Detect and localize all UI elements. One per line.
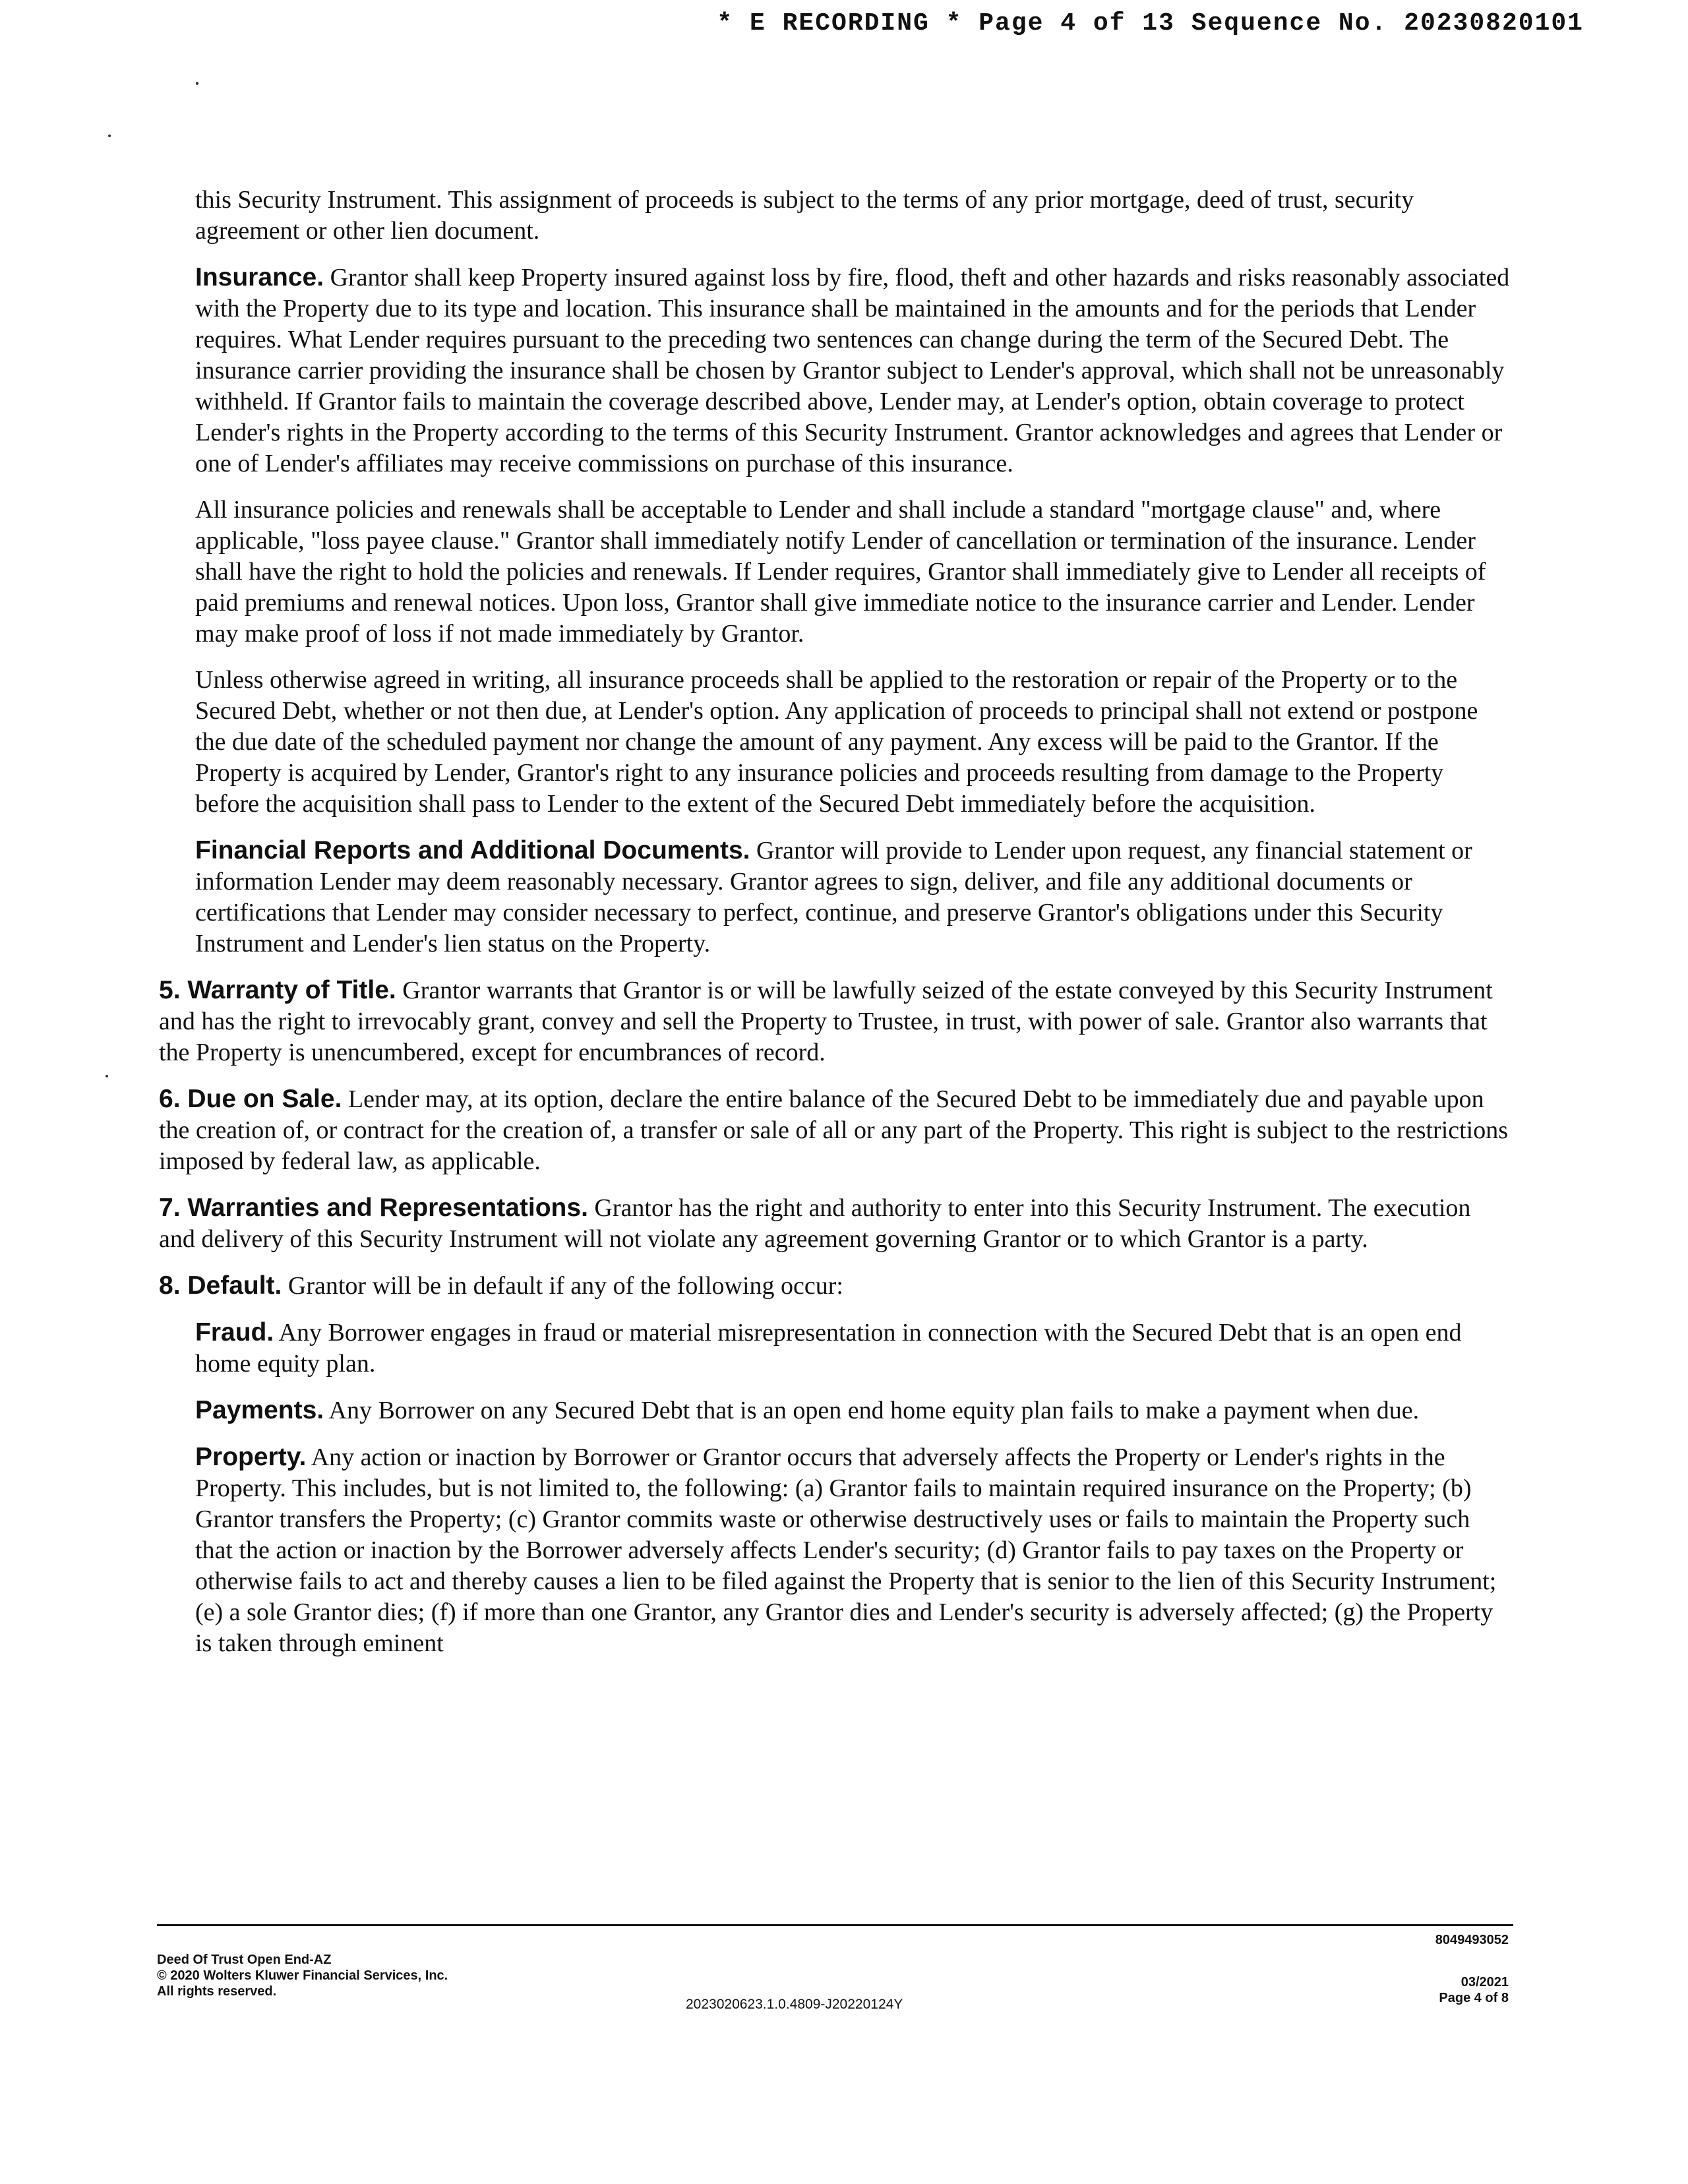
paragraph-default	[0, 1270, 1688, 1302]
paragraph-warranty-of-title	[0, 975, 1688, 1068]
paragraph-text: this Security Instrument. This assignment of proceeds is subject to the terms of any prior mortgage, deed of trust, security agreement or other lien document.	[195, 186, 1414, 245]
paragraph-text: All insurance policies and renewals shall be acceptable to Lender and shall include a standard "mortgage clause" and, where applicable, "loss payee clause." Grantor shall immediately notify Lender of cancellation or termination of the insurance. Lender shall have the right to hold the policies and renewals. If Lender requires, Grantor shall immediately give to Lender all receipts of paid premiums and renewal notices. Upon loss, Grantor shall give immediate notice to the insurance carrier and Lender. Lender may make proof of loss if not made immediately by Grantor.	[195, 496, 1486, 648]
section-heading: 8. Default.	[159, 1271, 282, 1300]
section-heading: 5. Warranty of Title.	[159, 976, 396, 1004]
page-label: Page 4 of 8	[1439, 1991, 1509, 2005]
section-heading: Insurance.	[195, 263, 324, 291]
paragraph-assignment-continued	[0, 185, 1688, 247]
paragraph-text: Lender may, at its option, declare the entire balance of the Secured Debt to be immediately due and payable upon the creation of, or contract for the creation of, a transfer or sale of all or any part of the Property. This right is subject to the restrictions imposed by federal law, as applicable.	[159, 1085, 1509, 1175]
footer-page-info	[1435, 1932, 1509, 2032]
paragraph-due-on-sale	[0, 1083, 1688, 1177]
document-body	[0, 185, 1688, 1674]
paragraph-text: Grantor has the right and authority to enter into this Security Instrument. The execution and delivery of this Security Instrument will not violate any agreement governing Grantor or to which Grantor is a party.	[159, 1194, 1471, 1253]
paragraph-text: Any Borrower on any Secured Debt that is an open end home equity plan fails to make a payment when due.	[328, 1397, 1420, 1424]
section-heading: Fraud.	[195, 1318, 274, 1347]
footer-divider	[157, 1924, 1513, 1926]
scan-speck	[108, 135, 111, 137]
form-name: Deed Of Trust Open End-AZ	[157, 1953, 332, 1967]
paragraph-payments	[0, 1395, 1688, 1426]
paragraph-text: Grantor warrants that Grantor is or will be lawfully seized of the estate conveyed by this Security Instrument and has the right to irrevocably grant, convey and sell the Property to Trustee, in trust, with power of sale. Grantor also warrants that the Property is unencumbered, except for encumbrances of record.	[159, 977, 1493, 1066]
paragraph-warranties	[0, 1192, 1688, 1255]
paragraph-text: Unless otherwise agreed in writing, all insurance proceeds shall be applied to the restoration or repair of the Property or to the Secured Debt, whether or not then due, at Lender's option. Any application of proceeds to principal shall not extend or postpone the due date of the scheduled payment nor change the amount of any payment. Any excess will be paid to the Grantor. If the Property is acquired by Lender, Grantor's right to any insurance policies and proceeds resulting from damage to the Property before the acquisition shall pass to Lender to the extent of the Secured Debt immediately before the acquisition.	[195, 666, 1478, 818]
recording-header: * E RECORDING * Page 4 of 13 Sequence No. 20230820101	[717, 9, 1584, 38]
paragraph-text: Any Borrower engages in fraud or material misrepresentation in connection with the Secured Debt that is an open end home equity plan.	[195, 1319, 1462, 1378]
paragraph-financial-reports	[0, 835, 1688, 959]
form-date: 03/2021	[1461, 1975, 1509, 1989]
section-heading: 6. Due on Sale.	[159, 1085, 342, 1113]
copyright-line: © 2020 Wolters Kluwer Financial Services, Inc.	[157, 1968, 448, 1983]
paragraph-insurance	[0, 262, 1688, 479]
section-heading: Payments.	[195, 1396, 324, 1424]
paragraph-property	[0, 1441, 1688, 1659]
footer-form-info	[157, 1952, 448, 1999]
form-date-page	[1435, 1974, 1509, 2006]
paragraph-fraud	[0, 1317, 1688, 1380]
paragraph-text: Grantor will be in default if any of the following occur:	[287, 1272, 843, 1300]
document-code: 2023020623.1.0.4809-J20220124Y	[686, 1997, 903, 2012]
section-heading: Property.	[195, 1443, 307, 1471]
section-heading: 7. Warranties and Representations.	[159, 1194, 588, 1222]
scan-speck	[196, 82, 198, 85]
paragraph-insurance-policies	[0, 495, 1688, 650]
paragraph-text: Grantor will provide to Lender upon request, any financial statement or information Lender may deem reasonably necessary. Grantor agrees to sign, deliver, and file any additional documents or certifications that Lender may consider necessary to perfect, continue, and preserve Grantor's obligations under this Security Instrument and Lender's lien status on the Property.	[195, 837, 1472, 957]
paragraph-insurance-proceeds	[0, 665, 1688, 820]
section-heading: Financial Reports and Additional Documents.	[195, 836, 750, 864]
loan-number: 8049493052	[1435, 1933, 1509, 1947]
paragraph-text: Grantor shall keep Property insured against loss by fire, flood, theft and other hazards and risks reasonably associated with the Property due to its type and location. This insurance shall be maintained in the amounts and for the periods that Lender requires. What Lender requires pursuant to the preceding two sentences can change during the term of the Secured Debt. The insurance carrier providing the insurance shall be chosen by Grantor subject to Lender's approval, which shall not be unreasonably withheld. If Grantor fails to maintain the coverage described above, Lender may, at Lender's option, obtain coverage to protect Lender's rights in the Property according to the terms of this Security Instrument. Grantor acknowledges and agrees that Lender or one of Lender's affiliates may receive commissions on purchase of this insurance.	[195, 264, 1510, 477]
paragraph-text: Any action or inaction by Borrower or Grantor occurs that adversely affects the Property or Lender's rights in the Property. This includes, but is not limited to, the following: (a) Grantor fails to maintain required insurance on the Property; (b) Grantor transfers the Property; (c) Grantor commits waste or otherwise destructively uses or fails to maintain the Property such that the action or inaction by the Borrower adversely affects Lender's security; (d) Grantor fails to pay taxes on the Property or otherwise fails to act and thereby causes a lien to be filed against the Property that is senior to the lien of this Security Instrument; (e) a sole Grantor dies; (f) if more than one Grantor, any Grantor dies and Lender's security is adversely affected; (g) the Property is taken through eminent	[195, 1443, 1497, 1657]
rights-line: All rights reserved.	[157, 1984, 277, 1999]
